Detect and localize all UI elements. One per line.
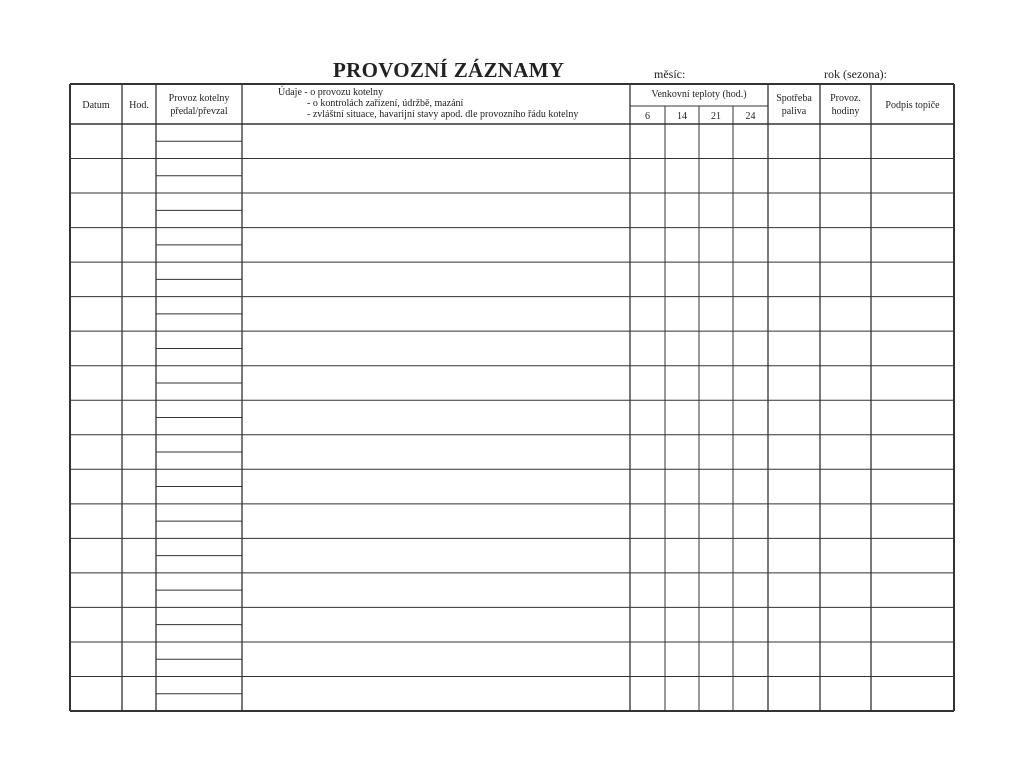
details-line-1: Údaje - o provozu kotelny [278, 87, 383, 98]
col-header-handover-line2: předal/převzal [170, 106, 228, 117]
temp-hour-21: 21 [711, 111, 721, 122]
temp-hour-14: 14 [677, 111, 687, 122]
col-header-op-hours-line1: Provoz. [830, 93, 861, 104]
col-header-fuel-line2: paliva [781, 106, 807, 117]
temp-hour-24: 24 [745, 111, 756, 122]
col-header-details [278, 87, 578, 120]
col-header-fuel-line1: Spotřeba [776, 93, 812, 104]
col-header-hour: Hod. [129, 100, 149, 111]
form-title: PROVOZNÍ ZÁZNAMY [333, 58, 565, 82]
temp-hour-6: 6 [645, 111, 650, 122]
month-label: měsíc: [654, 67, 686, 81]
details-line-2: - o kontrolách zařízení, údržbě, mazání [307, 98, 464, 109]
col-header-signature: Podpis topiče [885, 100, 940, 111]
details-line-3: - zvláštní situace, havarijní stavy apod. dle provozního řádu kotelny [307, 109, 579, 120]
col-header-outdoor-temp: Venkovní teploty (hod.) [651, 89, 747, 100]
col-header-date: Datum [82, 100, 110, 111]
col-header-handover-line1: Provoz kotelny [168, 93, 230, 104]
year-label: rok (sezona): [824, 67, 887, 81]
col-header-op-hours-line2: hodiny [831, 106, 860, 117]
